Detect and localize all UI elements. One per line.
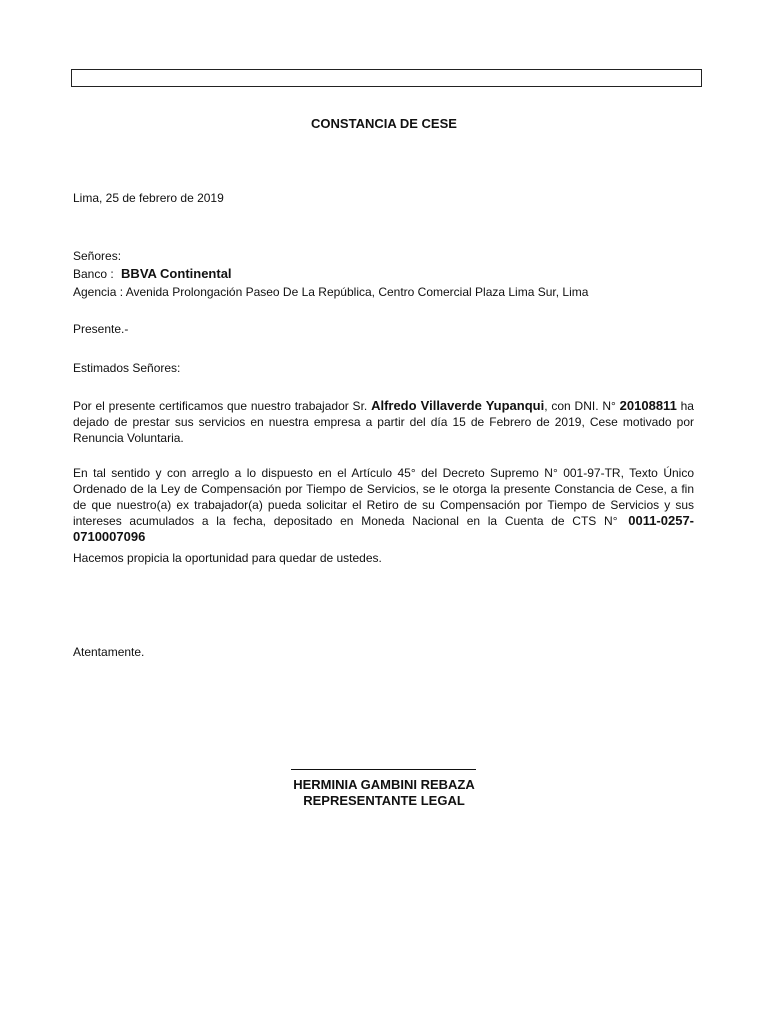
signatory-role: REPRESENTANTE LEGAL bbox=[303, 793, 465, 808]
closing-line: Hacemos propicia la oportunidad para quedar de ustedes. bbox=[73, 551, 382, 565]
signatory-name: HERMINIA GAMBINI REBAZA bbox=[293, 777, 475, 792]
bank-line bbox=[73, 266, 232, 281]
paragraph-legal-basis bbox=[73, 465, 694, 545]
date-line: Lima, 25 de febrero de 2019 bbox=[73, 191, 224, 205]
paragraph-cessation bbox=[73, 398, 694, 446]
worker-name: Alfredo Villaverde Yupanqui bbox=[371, 398, 545, 413]
signature-line bbox=[291, 769, 476, 770]
salutation-senores: Señores: bbox=[73, 249, 122, 263]
bank-label: Banco : bbox=[73, 267, 114, 281]
salutation-estimados: Estimados Señores: bbox=[73, 361, 181, 375]
header-box bbox=[71, 69, 702, 87]
bank-name: BBVA Continental bbox=[121, 266, 232, 281]
agency-line: Agencia : Avenida Prolongación Paseo De La República, Centro Comercial Plaza Lima Sur, Lima bbox=[73, 285, 589, 299]
paragraph-1-part-2: , con DNI. N° bbox=[544, 399, 616, 413]
paragraph-1-part-1: Por el presente certificamos que nuestro trabajador Sr. bbox=[73, 399, 368, 413]
paragraph-2-text: En tal sentido y con arreglo a lo dispuesto en el Artículo 45° del Decreto Supremo N° 001-97-TR, Texto Único Ordenado de la Ley de Compensación por Tiempo de Servicios, se le otorga la presente Constancia de Cese, a fin de que nuestro(a) ex trabajador(a) pueda solicitar el Retiro de su Compensación por Tiempo de Servicios y sus intereses acumulados a la fecha, depositado en Moneda Nacional en la Cuenta de CTS N° bbox=[73, 466, 694, 528]
paragraph-1-part-3: ha dejado de prestar sus servicios en nuestra empresa a partir del día 15 de Febrero de 2019, Cese motivado por Renuncia Voluntaria. bbox=[73, 399, 694, 445]
presente-line: Presente.- bbox=[73, 322, 129, 336]
cts-account-number: 0011-0257-0710007096 bbox=[73, 513, 695, 544]
worker-dni: 20108811 bbox=[619, 398, 677, 413]
sign-off: Atentamente. bbox=[73, 645, 145, 659]
document-title: CONSTANCIA DE CESE bbox=[311, 116, 457, 131]
